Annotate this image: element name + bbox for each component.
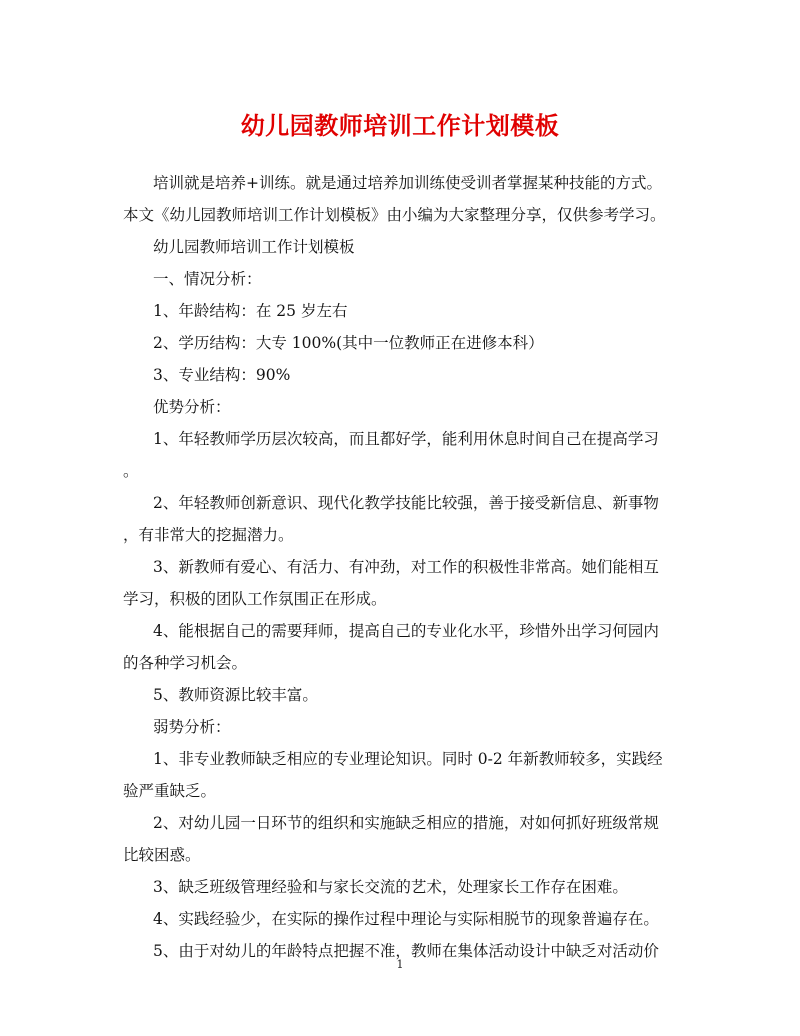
paragraph-line: 1、非专业教师缺乏相应的专业理论知识。同时 0-2 年新教师较多，实践经 [153, 750, 663, 768]
paragraph-line: 2、年轻教师创新意识、现代化教学技能比较强，善于接受新信息、新事物 [153, 494, 659, 512]
paragraph-line: 验严重缺乏。 [123, 782, 217, 800]
paragraph-line: 幼儿园教师培训工作计划模板 [153, 238, 355, 256]
paragraph-line: 5、教师资源比较丰富。 [153, 686, 318, 704]
paragraph-line: 培训就是培养+训练。就是通过培养加训练使受训者掌握某种技能的方式。 [153, 174, 662, 192]
paragraph-line: 3、缺乏班级管理经验和与家长交流的艺术，处理家长工作存在困难。 [153, 878, 628, 896]
paragraph-line: 比较困惑。 [123, 846, 201, 864]
document-title: 幼儿园教师培训工作计划模板 [240, 111, 560, 140]
paragraph-line: 1、年轻教师学历层次较高，而且都好学，能利用休息时间自己在提高学习 [153, 430, 659, 448]
paragraph-line: 5、由于对幼儿的年龄特点把握不准，教师在集体活动设计中缺乏对活动价 [153, 942, 659, 960]
paragraph-line: 本文《幼儿园教师培训工作计划模板》由小编为大家整理分享，仅供参考学习。 [123, 206, 666, 224]
page-number: 1 [396, 958, 404, 971]
section-heading: 优势分析： [153, 398, 231, 416]
paragraph-line: 3、新教师有爱心、有活力、有冲劲，对工作的积极性非常高。她们能相互 [153, 558, 659, 576]
paragraph-line: ，有非常大的挖掘潜力。 [123, 526, 294, 544]
paragraph-line: 1、年龄结构：在 25 岁左右 [153, 302, 348, 320]
paragraph-line: 4、实践经验少，在实际的操作过程中理论与实际相脱节的现象普遍存在。 [153, 910, 659, 928]
paragraph-line: 2、学历结构：大专 100%(其中一位教师正在进修本科） [153, 334, 544, 352]
paragraph-line: 4、能根据自己的需要拜师，提高自己的专业化水平，珍惜外出学习何园内 [153, 622, 659, 640]
paragraph-line: 2、对幼儿园一日环节的组织和实施缺乏相应的措施，对如何抓好班级常规 [153, 814, 659, 832]
paragraph-line: 的各种学习机会。 [123, 654, 248, 672]
section-heading: 弱势分析： [153, 718, 231, 736]
section-heading: 一、情况分析： [153, 270, 262, 288]
paragraph-line: 。 [123, 462, 139, 480]
paragraph-line: 学习，积极的团队工作氛围正在形成。 [123, 590, 387, 608]
paragraph-line: 3、专业结构：90% [153, 366, 291, 384]
